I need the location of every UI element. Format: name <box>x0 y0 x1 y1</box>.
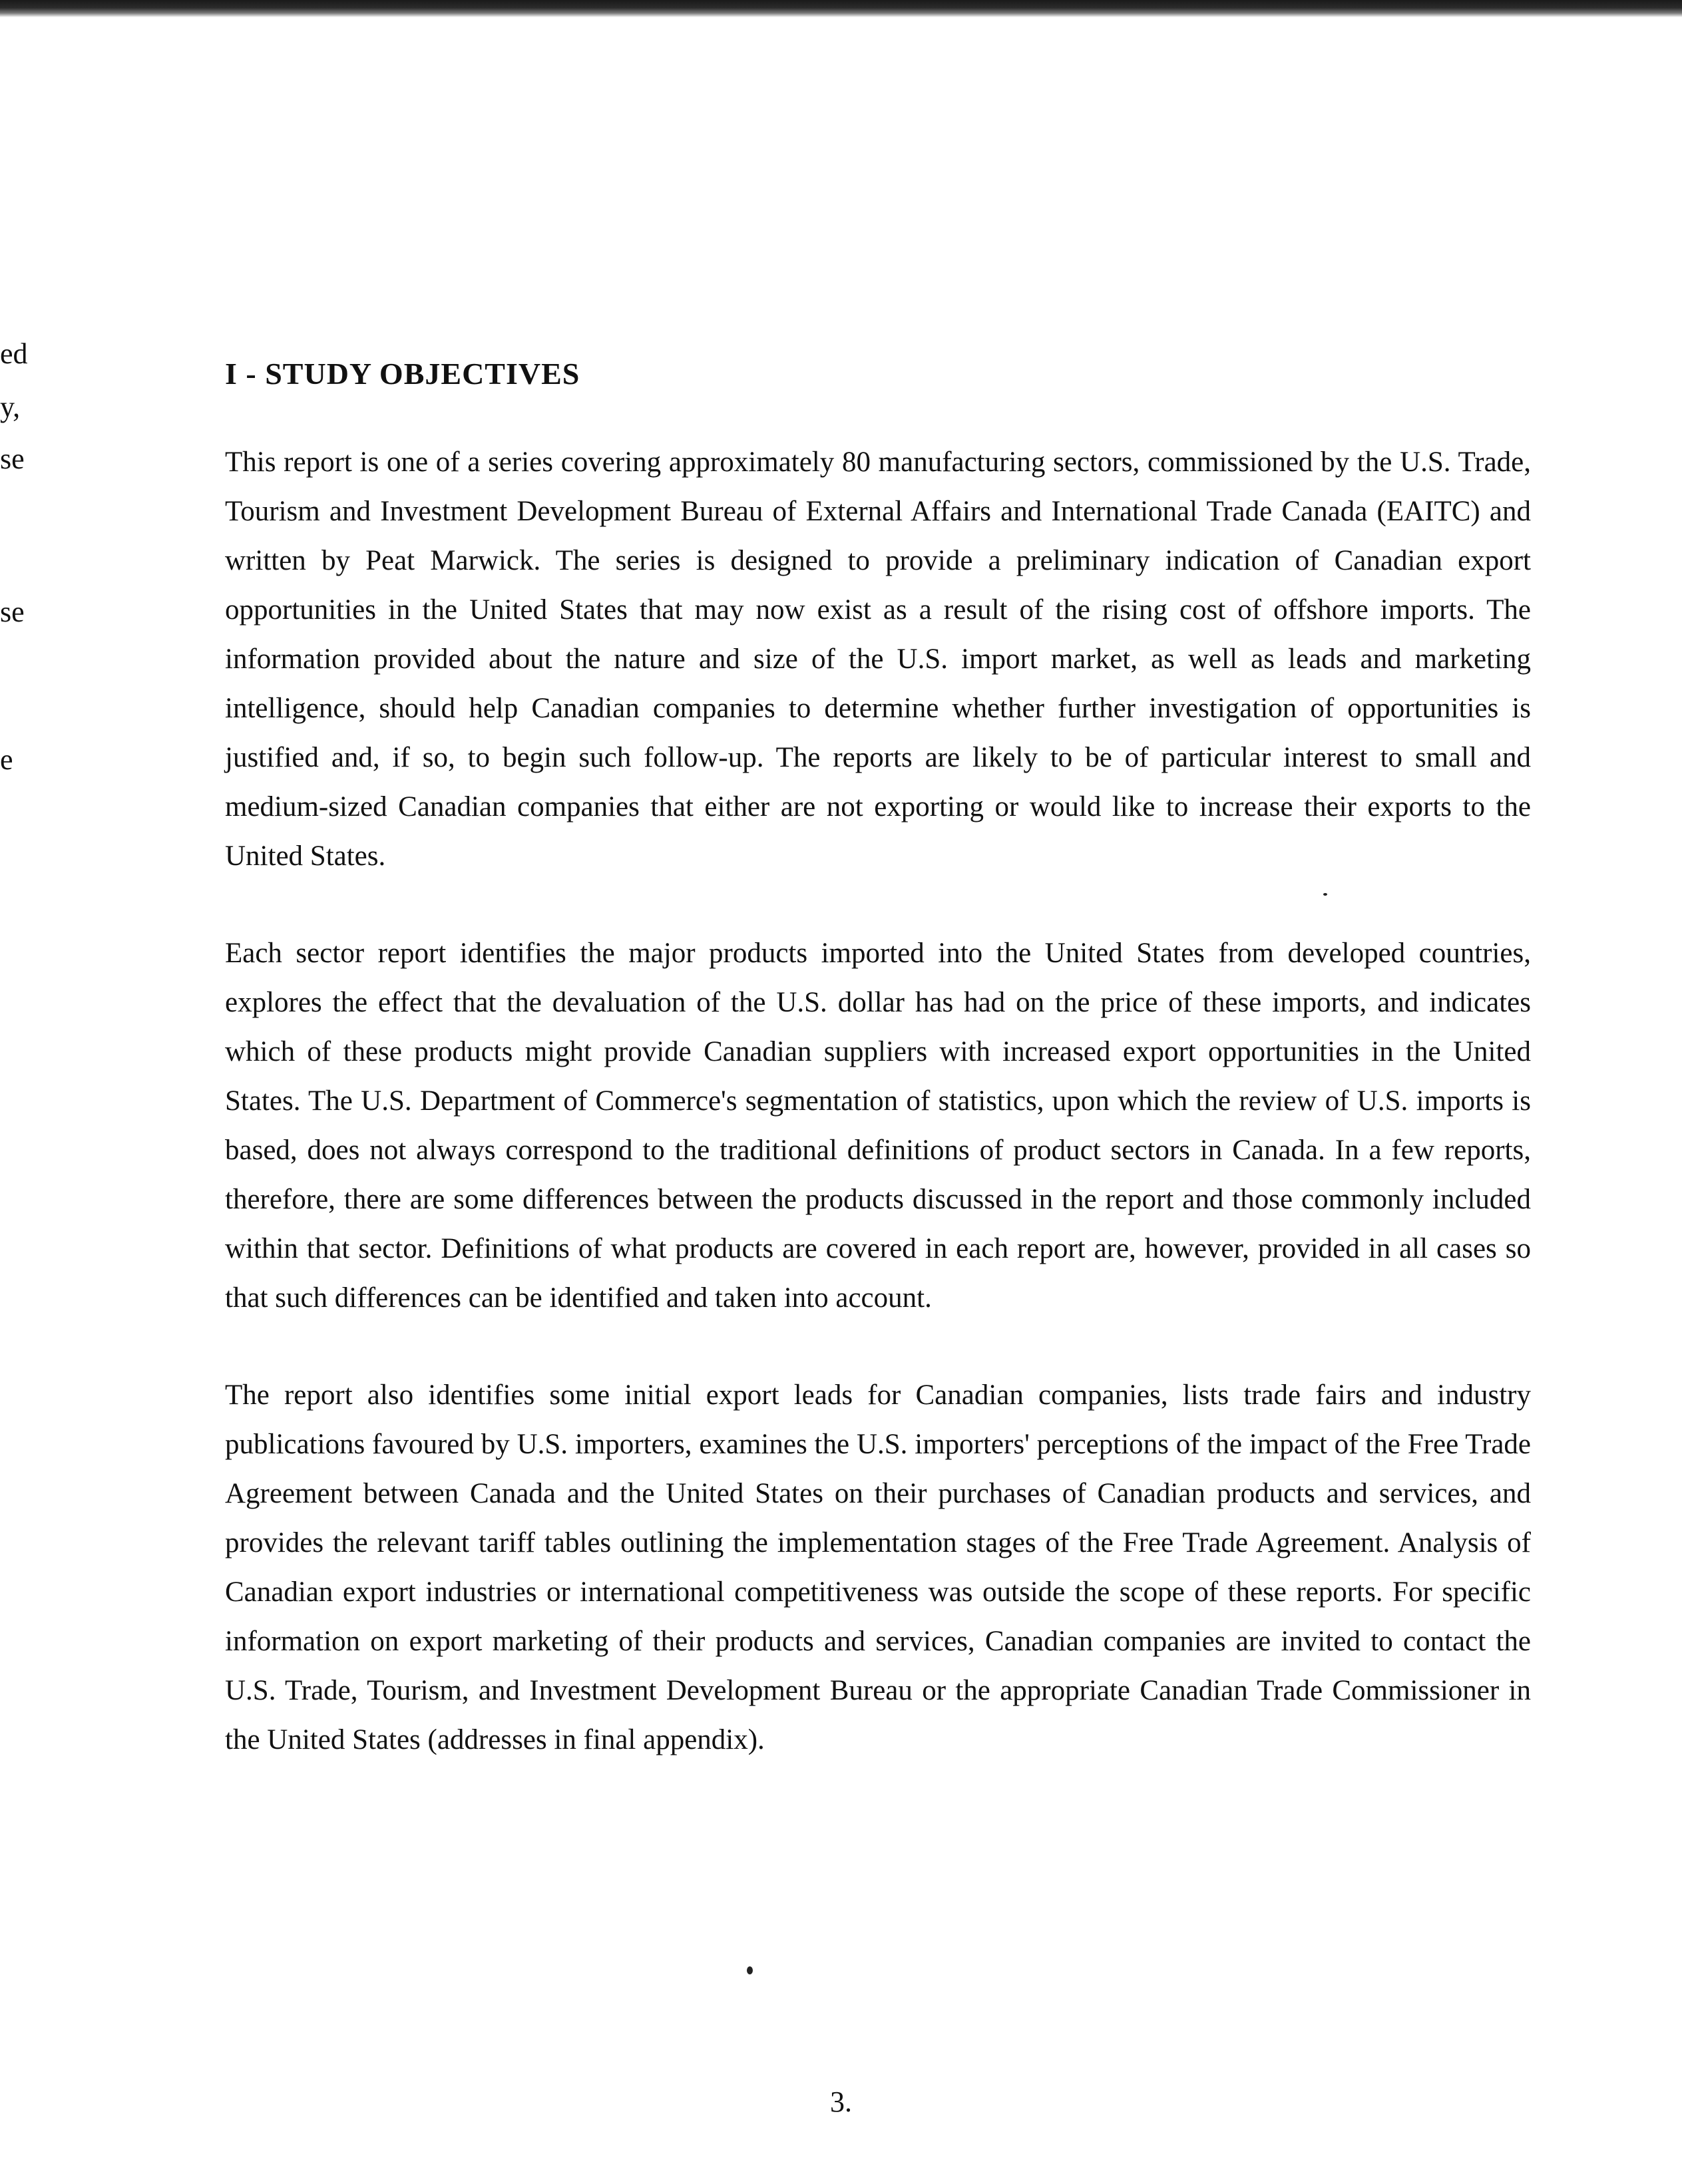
scan-top-edge <box>0 0 1682 17</box>
scan-speck <box>747 1966 753 1974</box>
margin-fragment: se <box>0 596 25 628</box>
document-body <box>225 356 1531 1813</box>
margin-fragment: e <box>0 743 13 776</box>
paragraph-export-leads: The report also identifies some initial export leads for Canadian companies, lists trade fairs and industry publications favoured by U.S. importers, examines the U.S. importers' perceptions of the impact of the Free Trade Agreement between Canada and the United States on their purchases of Canadian products and services, and provides the relevant tariff tables outlining the implementation stages of the Free Trade Agreement. Analysis of Canadian export industries or international competitiveness was outside the scope of these reports. For specific information on export marketing of their products and services, Canadian companies are invited to contact the U.S. Trade, Tourism, and Investment Development Bureau or the appropriate Canadian Trade Commissioner in the United States (addresses in final appendix). <box>225 1379 1531 1755</box>
paragraph-sector-report: Each sector report identifies the major products imported into the United States from developed countries, explores the effect that the devaluation of the U.S. dollar has had on the price of these imports, and indicates which of these products might provide Canadian suppliers with increased export opportunities in the United States. The U.S. Department of Commerce's segmentation of statistics, upon which the review of U.S. imports is based, does not always correspond to the traditional definitions of product sectors in Canada. In a few reports, therefore, there are some differences between the products discussed in the report and those commonly included within that sector. Definitions of what products are covered in each report are, however, provided in all cases so that such differences can be identified and taken into account. <box>225 938 1531 1314</box>
section-heading: I - STUDY OBJECTIVES <box>225 357 580 391</box>
margin-fragment: y, <box>0 391 21 423</box>
page-number: 3. <box>830 2086 852 2118</box>
paragraph-intro: This report is one of a series covering approximately 80 manufacturing sectors, commissioned by the U.S. Trade, Tourism and Investment Development Bureau of External Affairs and International Trade Canada (EAITC) and written by Peat Marwick. The series is designed to provide a preliminary indication of Canadian export opportunities in the United States that may now exist as a result of the rising cost of offshore imports. The information provided about the nature and size of the U.S. import market, as well as leads and marketing intelligence, should help Canadian companies to determine whether further investigation of opportunities is justified and, if so, to begin such follow-up. The reports are likely to be of particular interest to small and medium-sized Canadian companies that either are not exporting or would like to increase their exports to the United States. <box>225 447 1531 872</box>
scan-speck <box>1323 893 1327 896</box>
margin-fragment: se <box>0 443 25 475</box>
margin-fragment: ed <box>0 337 28 370</box>
